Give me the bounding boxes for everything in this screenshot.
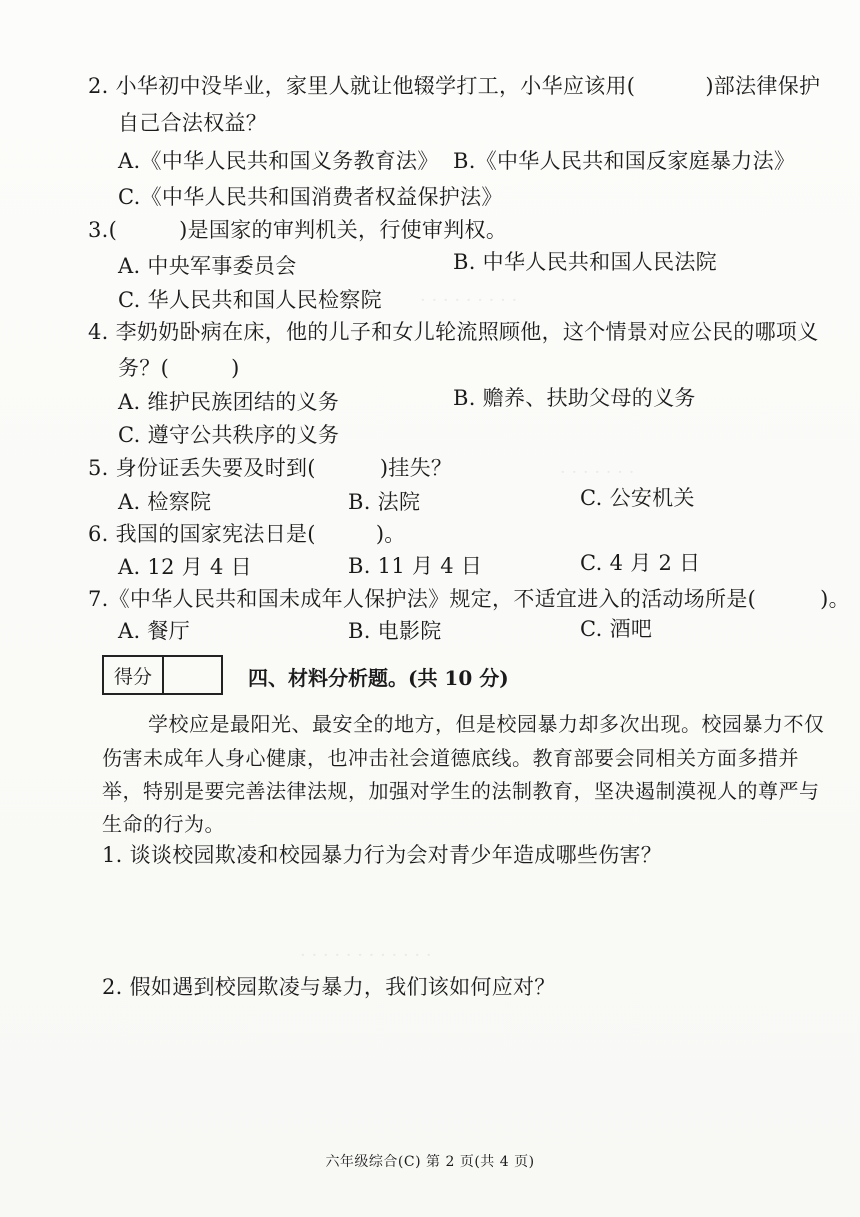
- q4-option-c: C. 遵守公共秩序的义务: [118, 423, 340, 447]
- q6-stem-a: 6. 我国的国家宪法日是(: [88, 522, 316, 546]
- q4-option-b: B. 赡养、扶助父母的义务: [453, 386, 696, 410]
- q4-stem-a: 务？(: [118, 356, 170, 380]
- material-question-1: 1. 谈谈校园欺凌和校园暴力行为会对青少年造成哪些伤害？: [102, 843, 663, 867]
- material-paragraph-line4: 生命的行为。: [102, 812, 225, 836]
- q3-stem: [88, 216, 507, 244]
- bleed-through-text: · · · · · · · · · · · ·: [300, 945, 432, 966]
- q7-option-c: C. 酒吧: [580, 617, 653, 641]
- q4-stem: 4. 李奶奶卧病在床，他的儿子和女儿轮流照顾他，这个情景对应公民的哪项义: [88, 320, 819, 344]
- q7-stem: [88, 585, 850, 613]
- q6-stem: [88, 520, 406, 548]
- page-footer: 六年级综合(C) 第 2 页(共 4 页): [325, 1154, 535, 1170]
- material-paragraph-line2: 伤害未成年人身心健康，也冲击社会道德底线。教育部要会同相关方面多措并: [102, 746, 799, 770]
- bleed-through-text: · · · · · · · · ·: [420, 290, 518, 311]
- q2-stem-line2: 自己合法权益？: [118, 111, 268, 135]
- q3-stem-b: )是国家的审判机关，行使审判权。: [179, 218, 508, 242]
- q5-option-c: C. 公安机关: [580, 486, 695, 510]
- q6-option-b: B. 11 月 4 日: [348, 554, 483, 578]
- q3-stem-a: 3.(: [88, 218, 118, 242]
- q5-option-a: A. 检察院: [118, 490, 212, 514]
- q2-stem: [88, 72, 820, 100]
- q7-option-a: A. 餐厅: [118, 619, 191, 643]
- q3-option-b: B. 中华人民共和国人民法院: [453, 250, 717, 274]
- q5-stem-b: )挂失？: [379, 456, 453, 480]
- score-entry-cell[interactable]: [164, 657, 221, 693]
- q2-stem-a: 2. 小华初中没毕业，家里人就让他辍学打工，小华应该用(: [88, 74, 636, 98]
- q3-option-c: C. 华人民共和国人民检察院: [118, 288, 382, 312]
- q7-stem-b: )。: [820, 587, 850, 611]
- q2-option-c: C.《中华人民共和国消费者权益保护法》: [118, 185, 503, 209]
- q6-option-a: A. 12 月 4 日: [118, 555, 252, 579]
- q7-option-b: B. 电影院: [348, 619, 442, 643]
- material-paragraph-line1: 学校应是最阳光、最安全的地方，但是校园暴力却多次出现。校园暴力不仅: [148, 712, 825, 736]
- material-question-2: 2. 假如遇到校园欺凌与暴力，我们该如何应对？: [102, 975, 556, 999]
- q2-stem-b: )部法律保护: [705, 74, 821, 98]
- score-label: 得分: [104, 657, 164, 693]
- q3-option-a: A. 中央军事委员会: [118, 254, 297, 278]
- q4-option-a: A. 维护民族团结的义务: [118, 390, 340, 414]
- bleed-through-text: · · · · · · ·: [560, 462, 635, 483]
- q7-stem-a: 7.《中华人民共和国未成年人保护法》规定，不适宜进入的活动场所是(: [88, 587, 757, 611]
- q2-option-a: A.《中华人民共和国义务教育法》: [118, 149, 439, 173]
- score-box: [102, 655, 223, 695]
- q6-option-c: C. 4 月 2 日: [580, 551, 701, 575]
- material-paragraph-line3: 举，特别是要完善法律法规，加强对学生的法制教育，坚决遏制漠视人的尊严与: [102, 779, 820, 803]
- q5-stem-a: 5. 身份证丢失要及时到(: [88, 456, 316, 480]
- q2-option-b: B.《中华人民共和国反家庭暴力法》: [453, 149, 796, 173]
- q4-stem-line2: [118, 354, 240, 382]
- q6-stem-b: )。: [375, 522, 406, 546]
- q5-stem: [88, 454, 452, 482]
- q4-stem-b: ): [231, 356, 240, 380]
- q5-option-b: B. 法院: [348, 490, 421, 514]
- section-title: 四、材料分析题。(共 10 分): [248, 666, 509, 690]
